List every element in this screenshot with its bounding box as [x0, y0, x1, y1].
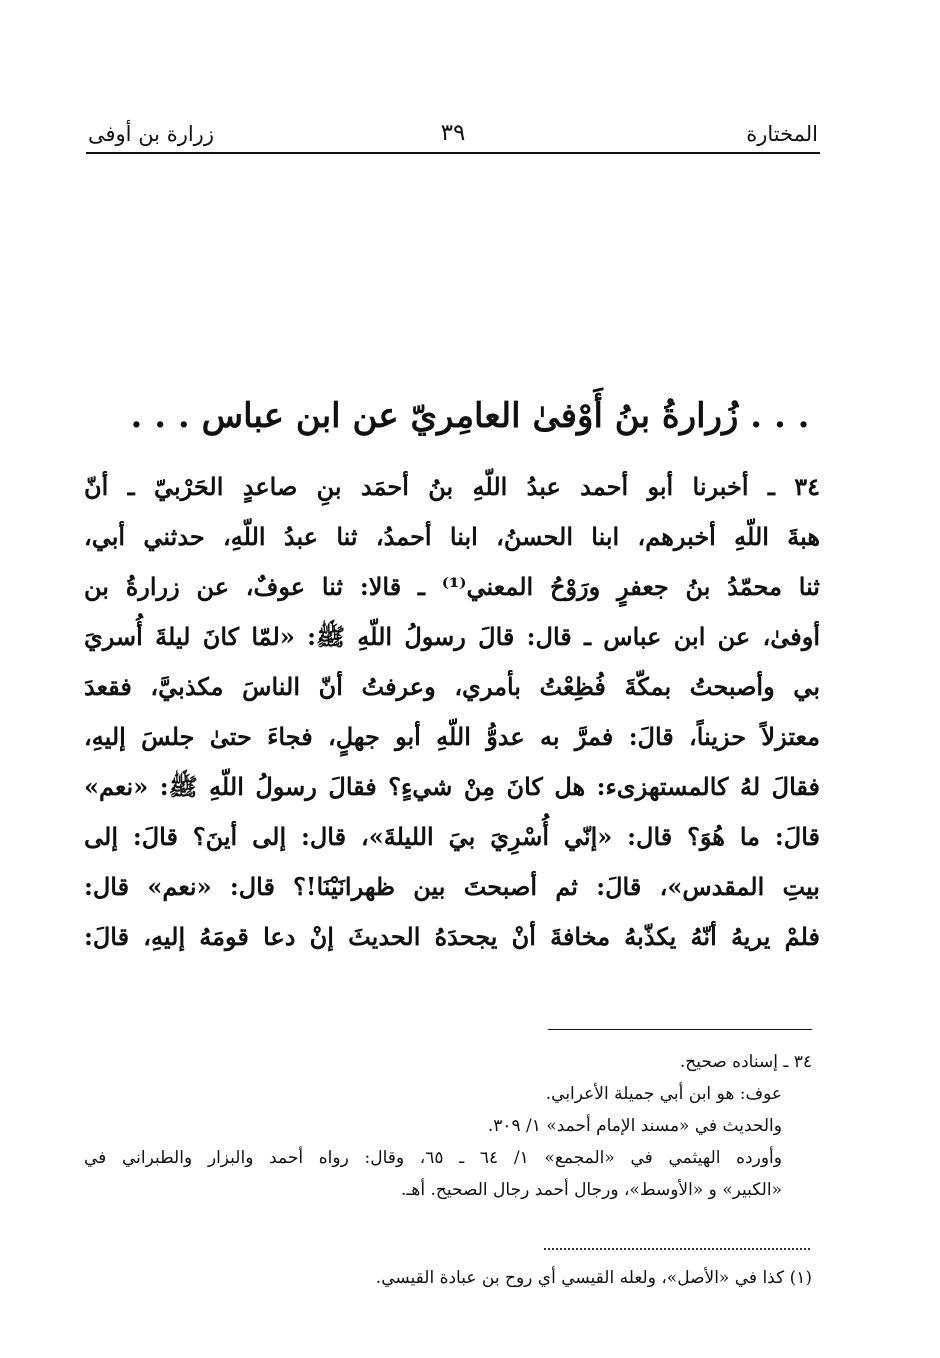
section-title: . . . زُرارةُ بنُ أَوْفىٰ العامِريّ عن ابن عباس . . .: [130, 396, 810, 436]
page-number: ٣٩: [440, 120, 466, 146]
note-line: «الكبير» و «الأوسط»، ورجال أحمد رجال الصحيح. أهـ.: [401, 1180, 782, 1200]
header-chapter-title: زرارة بن أوفى: [88, 122, 214, 146]
text-line: معتزلاً حزيناً، قالَ: فمرَّ به عدوُّ اللّهِ أبو جهلٍ، فجاءَ حتىٰ جلسَ إليهِ،: [84, 722, 820, 751]
footnote-separator: [544, 1248, 810, 1250]
page-header: [88, 118, 818, 154]
text-line: بي وأصبحتُ بمكّةَ فُظِعْتُ بأمري، وعرفتُ أنّ الناسَ مكذبيَّ، فقعدَ: [84, 672, 820, 701]
text-line: قالَ: ما هُوَ؟ قال: «إنّي أُسْرِيَ بيَ الليلةَ»، قال: إلى أينَ؟ قالَ: إلى: [84, 822, 820, 851]
note-line: عوف: هو ابن أبي جميلة الأعرابي.: [545, 1084, 782, 1104]
notes: [84, 1046, 812, 1206]
hadith-text: [84, 462, 820, 962]
note-line: وأورده الهيثمي في «المجمع» ١/ ٦٤ ـ ٦٥، وقال: رواه أحمد والبزار والطبراني في: [84, 1148, 782, 1168]
header-rule: [86, 152, 820, 154]
text-line: ثنا محمّدُ بنُ جعفرٍ ورَوْحُ المعني⁽¹⁾ ـ قالا: ثنا عوفٌ، عن زرارةُ بن: [84, 572, 820, 601]
text-line: أوفىٰ، عن ابن عباس ـ قال: قالَ رسولُ اللّهِ ﷺ: «لمّا كانَ ليلةَ أُسريَ: [84, 622, 820, 651]
note-line: والحديث في «مسند الإمام أحمد» ١/ ٣٠٩.: [487, 1116, 782, 1136]
text-line: فلمْ يريهُ أنّهُ يكذّبهُ مخافةَ أنْ يجحدَهُ الحديثَ إنْ دعا قومَهُ إليهِ، قالَ:: [84, 922, 820, 951]
notes-separator: [548, 1029, 812, 1030]
text-line: هبةَ اللّهِ أخبرهم، ابنا الحسنُ، ابنا أحمدُ، ثنا عبدُ اللّهِ، حدثني أبي،: [84, 522, 820, 551]
header-book-title: المختارة: [746, 122, 818, 146]
text-line: بيتِ المقدس»، قالَ: ثم أصبحتَ بين ظهرانَيْنَا!؟ قال: «نعم» قال:: [84, 872, 820, 901]
text-line: فقالَ لهُ كالمستهزىء: هل كانَ مِنْ شيءٍ؟ فقالَ رسولُ اللّهِ ﷺ: «نعم»: [84, 772, 820, 801]
note-line: ٣٤ ـ إسناده صحيح.: [679, 1052, 812, 1072]
footnote: (١) كذا في «الأصل»، ولعله القيسي أي روح بن عبادة القيسي.: [375, 1268, 812, 1288]
text-line: ٣٤ ـ أخبرنا أبو أحمد عبدُ اللّهِ بنُ أحمَد بنِ صاعدٍ الحَرْبيّ ـ أنّ: [84, 472, 820, 501]
